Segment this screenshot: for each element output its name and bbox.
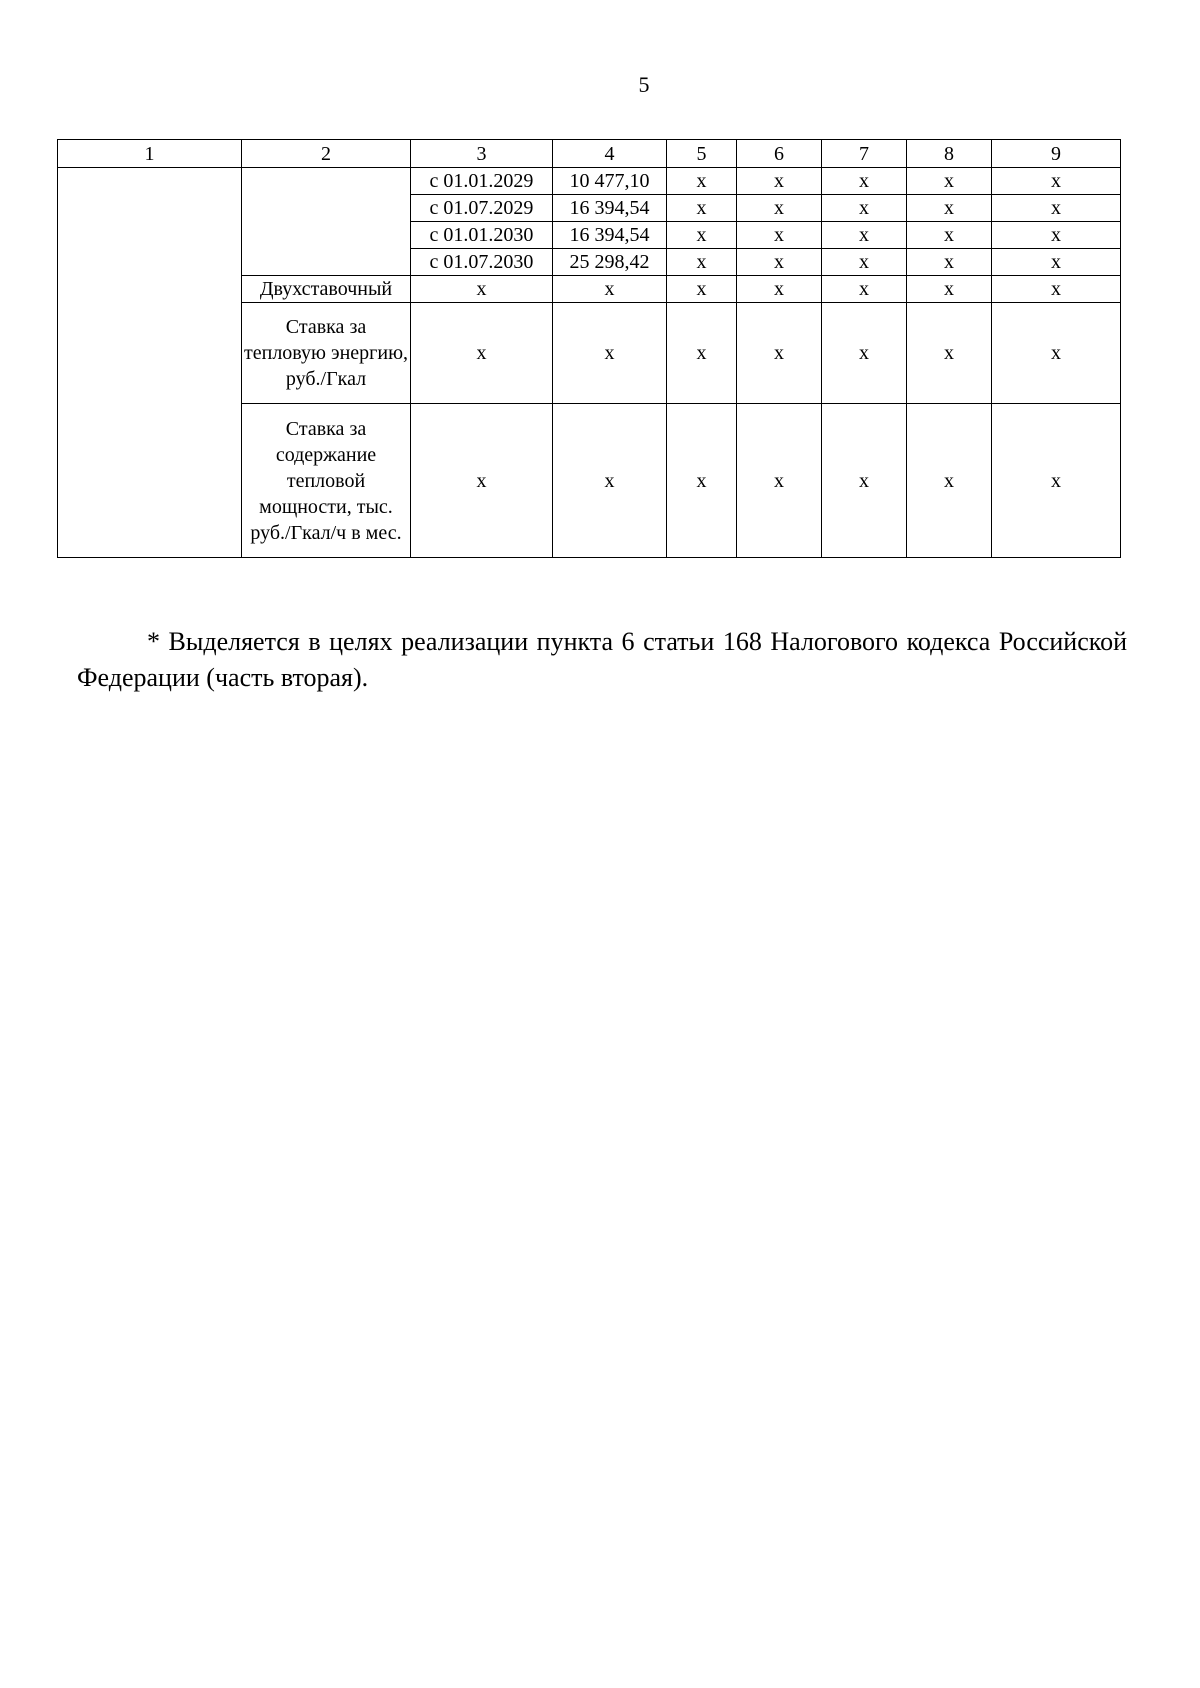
mark-cell: х [992, 404, 1121, 558]
rate-label-cell: Ставка за тепловую энергию, руб./Гкал [242, 303, 411, 404]
period-cell: с 01.01.2030 [411, 222, 553, 249]
mark-cell: х [667, 168, 737, 195]
mark-cell: х [737, 249, 822, 276]
mark-cell: х [822, 195, 907, 222]
tariff-table [57, 139, 1121, 558]
mark-cell: х [822, 276, 907, 303]
mark-cell: х [907, 168, 992, 195]
header-cell: 7 [822, 140, 907, 168]
mark-cell: х [667, 195, 737, 222]
mark-cell: х [822, 404, 907, 558]
mark-cell: х [737, 303, 822, 404]
mark-cell: х [992, 276, 1121, 303]
header-cell: 5 [667, 140, 737, 168]
mark-cell: х [667, 404, 737, 558]
value-cell: 16 394,54 [553, 222, 667, 249]
mark-cell: х [667, 303, 737, 404]
mark-cell: х [411, 404, 553, 558]
mark-cell: х [907, 303, 992, 404]
header-cell: 4 [553, 140, 667, 168]
mark-cell: х [667, 276, 737, 303]
mark-cell: х [992, 222, 1121, 249]
period-cell: с 01.01.2029 [411, 168, 553, 195]
header-cell: 6 [737, 140, 822, 168]
value-cell: 10 477,10 [553, 168, 667, 195]
mark-cell: х [822, 303, 907, 404]
table-header-row [58, 140, 1121, 168]
mark-cell: х [907, 195, 992, 222]
mark-cell: х [553, 276, 667, 303]
period-cell: с 01.07.2030 [411, 249, 553, 276]
mark-cell: х [822, 249, 907, 276]
value-cell: 16 394,54 [553, 195, 667, 222]
mark-cell: х [822, 222, 907, 249]
mark-cell: х [553, 404, 667, 558]
value-cell: 25 298,42 [553, 249, 667, 276]
mark-cell: х [907, 404, 992, 558]
header-cell: 9 [992, 140, 1121, 168]
mark-cell: х [737, 168, 822, 195]
mark-cell: х [992, 195, 1121, 222]
mark-cell: х [737, 222, 822, 249]
mark-cell: х [737, 276, 822, 303]
header-cell: 2 [242, 140, 411, 168]
mark-cell: х [411, 276, 553, 303]
table-row [58, 168, 1121, 195]
mark-cell: х [822, 168, 907, 195]
mark-cell: х [907, 276, 992, 303]
empty-merged-cell-col1 [58, 168, 242, 558]
mark-cell: х [992, 249, 1121, 276]
tariff-type-cell: Двухставочный [242, 276, 411, 303]
mark-cell: х [907, 222, 992, 249]
header-cell: 8 [907, 140, 992, 168]
mark-cell: х [907, 249, 992, 276]
mark-cell: х [667, 222, 737, 249]
header-cell: 3 [411, 140, 553, 168]
mark-cell: х [737, 195, 822, 222]
footnote: * Выделяется в целях реализации пункта 6 статьи 168 Налогового кодекса Российской Федерации (часть вторая). [77, 627, 1127, 692]
mark-cell: х [992, 168, 1121, 195]
mark-cell: х [667, 249, 737, 276]
mark-cell: х [553, 303, 667, 404]
mark-cell: х [737, 404, 822, 558]
rate-label-cell: Ставка за содержание тепловой мощности, тыс. руб./Гкал/ч в мес. [242, 404, 411, 558]
header-cell: 1 [58, 140, 242, 168]
mark-cell: х [992, 303, 1121, 404]
mark-cell: х [411, 303, 553, 404]
empty-merged-cell-col2 [242, 168, 411, 276]
period-cell: с 01.07.2029 [411, 195, 553, 222]
page-number: 5 [638, 72, 650, 97]
